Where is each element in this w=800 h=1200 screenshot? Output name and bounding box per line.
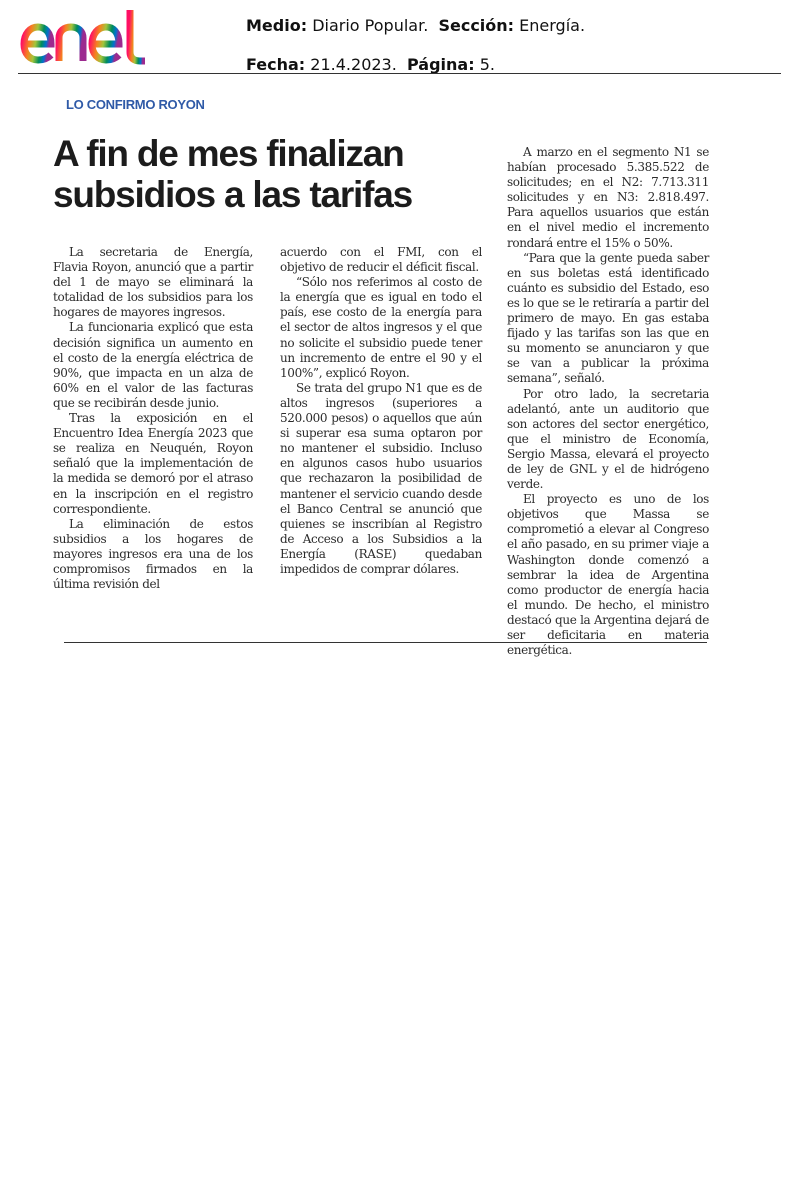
seccion-value: Energía. — [519, 16, 586, 35]
pagina-value: 5. — [479, 55, 495, 74]
pagina-label: Página: — [406, 55, 475, 74]
paragraph: Se trata del grupo N1 que es de altos ingresos (superiores a 520.000 pesos) o aquellos que aún si superar esa suma optaron por no mantener el subsidio. Incluso en algunos casos hubo usuarios que rechazaron la posibilidad de mantener el servicio cuando desde el Banco Central se anunció que quienes se inscribían al Registro de Acceso a los Subsidios a la Energía (RASE) quedaban impedidos de comprar dólares. — [280, 380, 482, 576]
article-kicker: LO CONFIRMO ROYON — [66, 97, 205, 112]
footer-divider — [64, 642, 707, 643]
article-headline: A fin de mes finalizan subsidios a las tarifas — [53, 133, 413, 215]
paragraph: “Sólo nos referimos al costo de la energía que es igual en todo el país, ese costo de la energía para el sector de altos ingresos y el que no solicite el subsidio puede tener un incremento de entre el 90 y el 100%”, explicó Royon. — [280, 275, 482, 380]
paragraph: A marzo en el segmento N1 se habían procesado 5.385.522 de solicitudes; en el N2: 7.713.311 solicitudes y en N3: 2.818.497. Para aquellos usuarios que están en el nivel medio el incremento rondará entre el 15% o 50%. — [507, 145, 709, 250]
medio-label: Medio: — [246, 16, 308, 35]
paragraph: La secretaria de Energía, Flavia Royon, anunció que a partir del 1 de mayo se eliminará la totalidad de los subsidios para los hogares de mayores ingresos. — [53, 245, 253, 320]
paragraph: Tras la exposición en el Encuentro Idea Energía 2023 que se realiza en Neuquén, Royon señaló que la implementación de la medida se demoró por el atraso en la inscripción en el registro correspondiente. — [53, 411, 253, 516]
meta-row-2 — [246, 45, 585, 84]
seccion-label: Sección: — [438, 16, 515, 35]
paragraph: “Para que la gente pueda saber en sus boletas está identificado cuánto es subsidio del Estado, eso es lo que se le retiraría a partir del primero de mayo. En gas estaba fijado y las tarifas son las que en su momento se anunciaron y que se van a publicar la próxima semana”, señaló. — [507, 250, 709, 386]
fecha-value: 21.4.2023. — [310, 55, 397, 74]
fecha-label: Fecha: — [246, 55, 306, 74]
article-column-2 — [280, 245, 482, 577]
enel-logo — [18, 6, 180, 66]
medio-value: Diario Popular. — [312, 16, 429, 35]
meta-row-1 — [246, 6, 585, 45]
article-column-1 — [53, 245, 253, 592]
paragraph: La eliminación de estos subsidios a los hogares de mayores ingresos era una de los compromisos firmados en la última revisión del — [53, 516, 253, 592]
header-divider — [18, 73, 781, 74]
paragraph: Por otro lado, la secretaria adelantó, ante un auditorio que son actores del sector energético, que el ministro de Economía, Sergio Massa, elevará el proyecto de ley de GNL y el de hidrógeno verde. — [507, 386, 709, 492]
paragraph: La funcionaria explicó que esta decisión significa un aumento en el costo de la energía eléctrica de 90%, que impacta en un alza de 60% en el valor de las facturas que se recibirán desde junio. — [53, 320, 253, 410]
paragraph: acuerdo con el FMI, con el objetivo de reducir el déficit fiscal. — [280, 245, 482, 275]
article-column-3 — [507, 145, 709, 658]
paragraph: El proyecto es uno de los objetivos que Massa se comprometió a elevar al Congreso el año pasado, en su primer viaje a Washington donde comenzó a sembrar la idea de Argentina como productor de energía hacia el mundo. De hecho, el ministro destacó que la Argentina dejará de ser deficitaria en materia energética. — [507, 492, 709, 658]
